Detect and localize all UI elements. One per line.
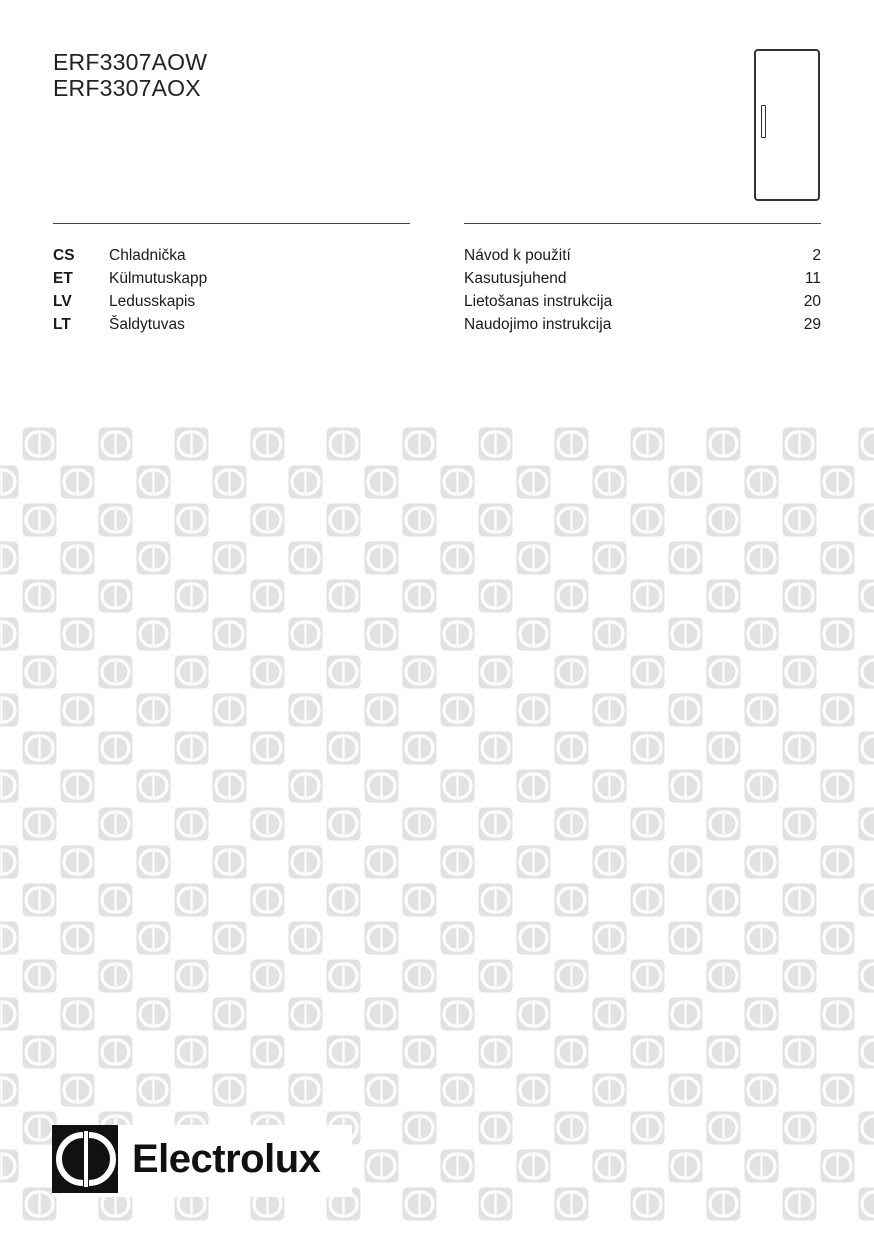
product-name: Ledusskapis (109, 293, 196, 310)
language-code: LT (53, 316, 71, 333)
model-number-1: ERF3307AOW (53, 49, 208, 75)
language-code: LV (53, 293, 72, 310)
language-row (53, 269, 410, 292)
upright-fridge-icon (754, 49, 820, 201)
toc-page-number: 2 (812, 247, 821, 264)
toc-row[interactable] (464, 315, 821, 338)
brand-logo (52, 1125, 352, 1197)
language-row (53, 315, 410, 338)
language-code: ET (53, 270, 73, 287)
electrolux-pattern-background (0, 424, 874, 1224)
toc-title: Návod k použití (464, 247, 571, 264)
language-row (53, 292, 410, 315)
toc-page-number: 29 (803, 316, 821, 333)
electrolux-logo-icon (52, 1125, 118, 1193)
toc-title: Lietošanas instrukcija (464, 293, 613, 310)
brand-wordmark: Electrolux (132, 1137, 321, 1181)
language-row (53, 246, 410, 269)
model-titles (53, 49, 207, 101)
language-code: CS (53, 247, 75, 264)
toc-page-number: 20 (803, 293, 821, 310)
toc-row[interactable] (464, 246, 821, 269)
fridge-handle (761, 105, 766, 138)
toc-row[interactable] (464, 292, 821, 315)
pattern-fill (0, 424, 874, 1224)
product-name: Chladnička (109, 247, 186, 264)
toc-page-number: 11 (804, 270, 821, 287)
toc-row[interactable] (464, 269, 821, 292)
language-list (53, 246, 410, 338)
model-number-2: ERF3307AOX (53, 75, 201, 101)
divider-left (53, 223, 410, 224)
toc-title: Naudojimo instrukcija (464, 316, 612, 333)
table-of-contents (464, 246, 821, 338)
divider-right (464, 223, 821, 224)
product-name: Šaldytuvas (109, 316, 185, 333)
toc-title: Kasutusjuhend (464, 270, 567, 287)
product-name: Külmutuskapp (109, 270, 208, 287)
